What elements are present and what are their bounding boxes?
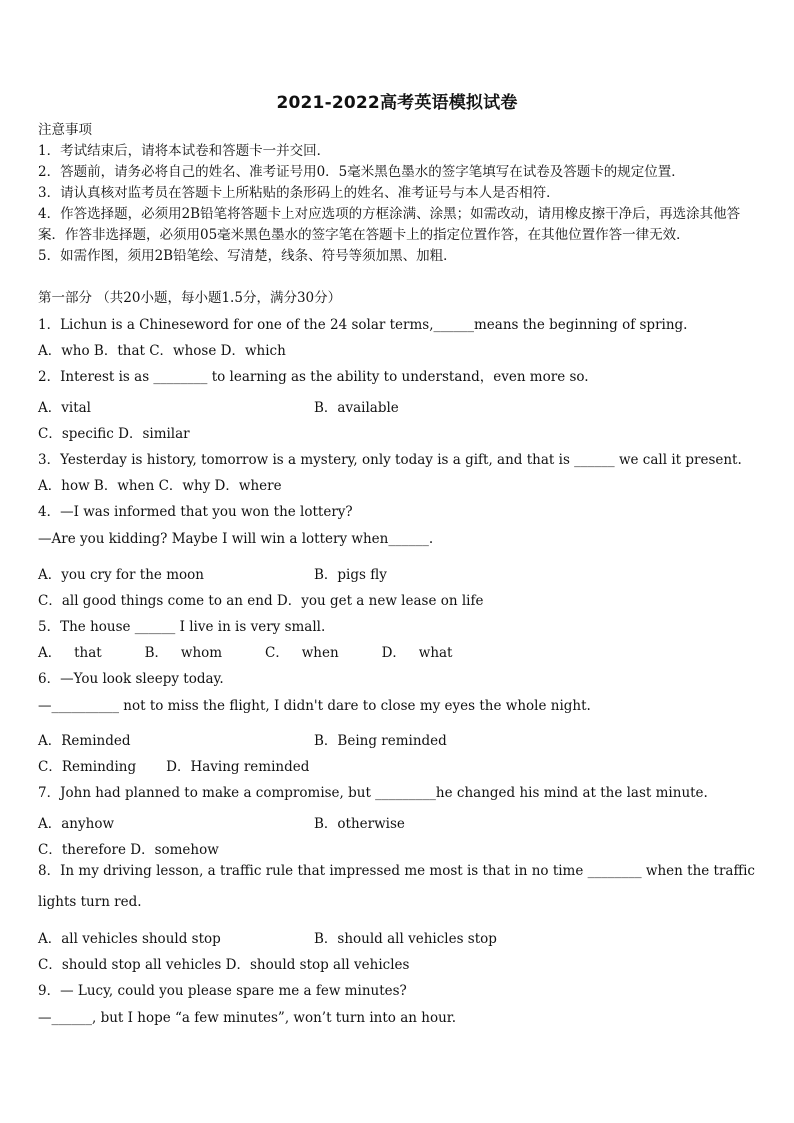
note-item: 4．作答选择题，必须用2B铅笔将答题卡上对应选项的方框涂满、涂黑；如需改动，请用橡皮擦干净后，再选涂其他答案．作答非选择题，必须用05毫米黑色墨水的签字笔在答题卡上的指定位置作答，在其他位置作答一律无效． [38,206,741,243]
question-4-stem-1: 4．—I was informed that you won the lottery? [38,504,353,520]
question-7-option-b: B．otherwise [314,816,405,832]
notes-heading: 注意事项 [38,122,92,138]
question-2-option-a: A．vital [38,400,91,416]
question-5-options: A． that B． whom C． when D． what [38,645,453,661]
page-title: 2021-2022高考英语模拟试卷 [276,93,518,113]
note-item: 2．答题前，请务必将自己的姓名、准考证号用0．5毫米黑色墨水的签字笔填写在试卷及答题卡的规定位置． [38,164,685,180]
note-item: 5．如需作图，须用2B铅笔绘、写清楚，线条、符号等须加黑、加粗． [38,248,457,264]
question-6-option-a: A．Reminded [38,733,131,749]
question-1-stem: 1．Lichun is a Chineseword for one of the 24 solar terms,______means the beginning of spring. [38,317,688,333]
question-8-option-a: A．all vehicles should stop [38,931,221,947]
question-8-options-cd: C．should stop all vehicles D．should stop all vehicles [38,957,410,973]
question-3-options: A．how B．when C．why D．where [38,478,282,494]
question-6-stem-1: 6．—You look sleepy today. [38,671,224,687]
question-4-stem-2: —Are you kidding? Maybe I will win a lottery when______. [38,531,434,547]
question-8-stem: 8．In my driving lesson, a traffic rule that impressed me most is that in no time ________ when the traffic lights turn red. [38,863,755,910]
question-6-option-b: B．Being reminded [314,733,447,749]
question-5-stem: 5．The house ______ I live in is very small. [38,619,326,635]
part-heading: 第一部分 （共20小题，每小题1.5分，满分30分） [38,290,342,306]
note-item: 3．请认真核对监考员在答题卡上所粘贴的条形码上的姓名、准考证号与本人是否相符． [38,185,560,201]
question-9-stem-2: —______, but I hope “a few minutes”, won’t turn into an hour. [38,1010,457,1026]
question-7-stem: 7．John had planned to make a compromise, but _________he changed his mind at the last minute. [38,785,708,801]
question-6-stem-2: —__________ not to miss the flight, I didn't dare to close my eyes the whole night. [38,698,591,714]
question-7-option-a: A．anyhow [38,816,114,832]
question-2-options-cd: C．specific D．similar [38,426,190,442]
question-9-stem-1: 9．— Lucy, could you please spare me a few minutes? [38,983,407,999]
question-3-stem: 3．Yesterday is history, tomorrow is a mystery, only today is a gift, and that is ______ we call it present. [38,452,742,468]
notes-section [38,120,760,267]
question-6-options-cd: C．Reminding D．Having reminded [38,759,310,775]
question-2-stem: 2．Interest is as ________ to learning as the ability to understand，even more so. [38,369,589,385]
question-4-option-a: A．you cry for the moon [38,567,204,583]
question-4-options-cd: C．all good things come to an end D．you get a new lease on life [38,593,484,609]
question-8-option-b: B．should all vehicles stop [314,931,497,947]
question-4-option-b: B．pigs fly [314,567,387,583]
question-7-options-cd: C．therefore D．somehow [38,842,219,858]
note-item: 1．考试结束后，请将本试卷和答题卡一并交回． [38,143,331,159]
question-2-option-b: B．available [314,400,399,416]
question-1-options: A．who B．that C．whose D．which [38,343,286,359]
